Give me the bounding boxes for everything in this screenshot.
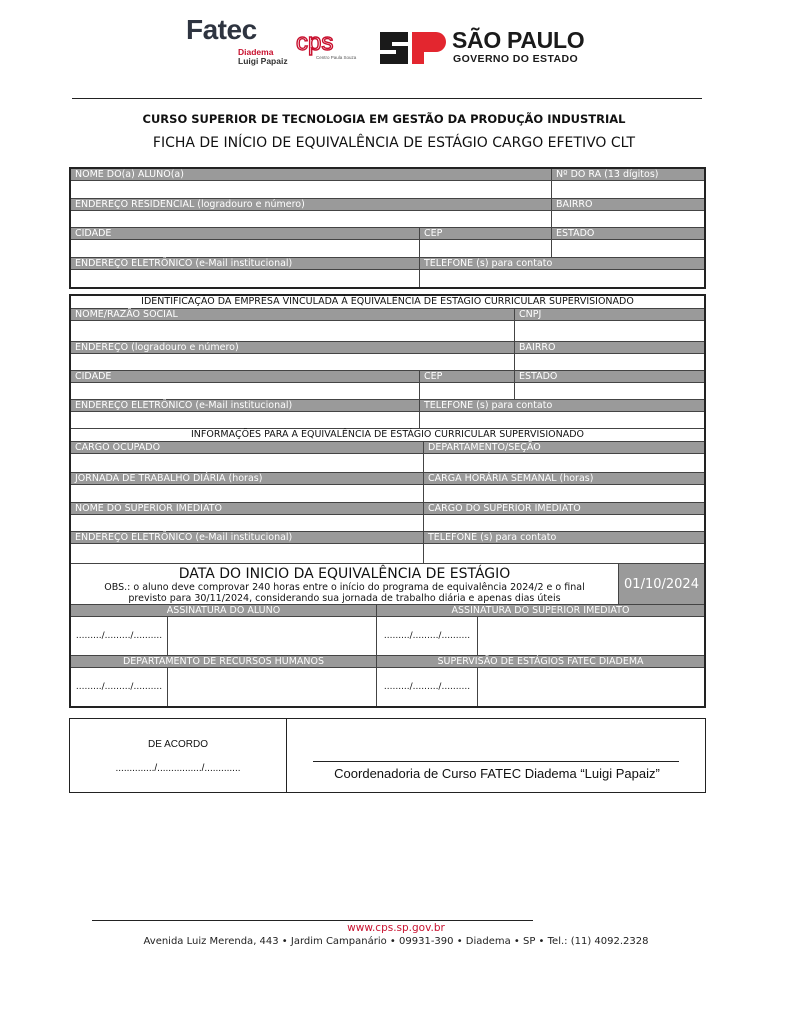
footer-address: Avenida Luiz Merenda, 443 • Jardim Campanário • 09931-390 • Diadema • SP • Tel.: (11) 4092.2328 — [143, 936, 649, 947]
hr-signature-date[interactable]: ........./........./.......... — [71, 668, 168, 706]
student-state-field[interactable] — [552, 240, 704, 258]
company-cep-label: CEP — [420, 371, 514, 383]
company-phone-label: TELEFONE (s) para contato — [420, 400, 704, 412]
student-signature-date[interactable]: ........./........./.......... — [71, 617, 168, 655]
daily-hours-field[interactable] — [71, 485, 423, 503]
fatec-signature-date[interactable]: ........./........./.......... — [377, 668, 478, 706]
student-city-label: CIDADE — [71, 228, 419, 240]
student-cep-label: CEP — [420, 228, 551, 240]
supervisor-position-label: CARGO DO SUPERIOR IMEDIATO — [424, 503, 704, 515]
company-district-field[interactable] — [515, 354, 704, 371]
approval-right — [287, 719, 705, 792]
company-email-field[interactable] — [71, 412, 419, 429]
student-district-label: BAIRRO — [552, 199, 704, 211]
start-date-obs-line2: previsto para 30/11/2024, considerando sua jornada de trabalho diária e apenas dias úteis — [128, 593, 561, 604]
company-state-label: ESTADO — [515, 371, 704, 383]
company-state-field[interactable] — [515, 383, 704, 400]
approval-section — [69, 718, 706, 793]
student-state-label: ESTADO — [552, 228, 704, 240]
company-phone-field[interactable] — [420, 412, 704, 429]
hr-signature-label: DEPARTAMENTO DE RECURSOS HUMANOS — [71, 656, 376, 668]
form-title: FICHA DE INÍCIO DE EQUIVALÊNCIA DE ESTÁGIO CARGO EFETIVO CLT — [152, 135, 636, 151]
company-address-label: ENDEREÇO (logradouro e número) — [71, 342, 514, 354]
student-phone-label: TELEFONE (s) para contato — [420, 258, 704, 270]
sao-paulo-logo-icon — [378, 30, 446, 66]
supervisor-email-label: ENDEREÇO ELETRÔNICO (e-Mail institucional) — [71, 532, 423, 544]
start-date-value[interactable]: 01/10/2024 — [619, 564, 704, 605]
header-divider — [72, 98, 702, 99]
position-field[interactable] — [71, 454, 423, 473]
course-title: CURSO SUPERIOR DE TECNOLOGIA EM GESTÃO DA PRODUÇÃO INDUSTRIAL — [142, 112, 626, 126]
fatec-signature-label: SUPERVISÃO DE ESTÁGIOS FATEC DIADEMA — [377, 656, 704, 668]
start-date-title: DATA DO INICIO DA EQUIVALÊNCIA DE ESTÁGIO — [178, 566, 511, 582]
student-city-field[interactable] — [71, 240, 419, 258]
company-section — [69, 294, 706, 708]
supervisor-email-field[interactable] — [71, 544, 423, 564]
approval-left — [70, 719, 287, 792]
student-cep-field[interactable] — [420, 240, 551, 258]
approval-date[interactable]: ............../................/............. — [115, 763, 241, 774]
footer-url[interactable]: www.cps.sp.gov.br — [347, 922, 445, 934]
position-label: CARGO OCUPADO — [71, 442, 423, 454]
weekly-hours-field[interactable] — [424, 485, 704, 503]
cps-logo — [294, 28, 357, 68]
supervisor-phone-label: TELEFONE (s) para contato — [424, 532, 704, 544]
student-district-field[interactable] — [552, 211, 704, 228]
coordination-label: Coordenadoria de Curso FATEC Diadema “Luigi Papaiz” — [334, 766, 660, 781]
cps-logo-text: cps — [296, 29, 334, 56]
company-name-field[interactable] — [71, 321, 514, 341]
start-date-obs-line1: OBS.: o aluno deve comprovar 240 horas entre o início do programa de equivalência 2024/2 e o final — [104, 582, 585, 593]
gov-logo-line2: GOVERNO DO ESTADO — [453, 53, 579, 65]
student-phone-field[interactable] — [420, 270, 704, 287]
hr-signature-field[interactable] — [168, 668, 376, 706]
coordination-signature-line[interactable] — [313, 761, 679, 762]
gov-logo-line1: SÃO PAULO — [452, 27, 585, 53]
supervisor-name-label: NOME DO SUPERIOR IMEDIATO — [71, 503, 423, 515]
student-address-label: ENDEREÇO RESIDENCIAL (logradouro e número) — [71, 199, 551, 211]
fatec-logo-unit: Diadema — [238, 47, 274, 57]
supervisor-name-field[interactable] — [71, 515, 423, 532]
fatec-logo-name: Luigi Papaiz — [238, 56, 288, 66]
company-address-field[interactable] — [71, 354, 514, 371]
department-label: DEPARTAMENTO/SEÇÃO — [424, 442, 704, 454]
supervisor-phone-field[interactable] — [424, 544, 704, 564]
daily-hours-label: JORNADA DE TRABALHO DIÁRIA (horas) — [71, 473, 423, 485]
company-city-field[interactable] — [71, 383, 419, 400]
company-cnpj-field[interactable] — [515, 321, 704, 341]
student-ra-label: Nº DO RA (13 dígitos) — [552, 169, 704, 181]
footer-divider — [92, 920, 533, 921]
supervisor-position-field[interactable] — [424, 515, 704, 532]
fatec-signature-field[interactable] — [478, 668, 704, 706]
cps-logo-sub: Centro Paula Souza — [316, 55, 357, 60]
weekly-hours-label: CARGA HORÁRIA SEMANAL (horas) — [424, 473, 704, 485]
supervisor-signature-date[interactable]: ........./........./.......... — [377, 617, 478, 655]
student-email-label: ENDEREÇO ELETRÔNICO (e-Mail institucional) — [71, 258, 419, 270]
student-address-field[interactable] — [71, 211, 551, 228]
department-field[interactable] — [424, 454, 704, 473]
student-signature-field[interactable] — [168, 617, 376, 655]
student-signature-label: ASSINATURA DO ALUNO — [71, 605, 376, 617]
company-name-label: NOME/RAZÃO SOCIAL — [71, 309, 514, 321]
company-cnpj-label: CNPJ — [515, 309, 704, 321]
info-section-title: INFORMAÇÕES PARA A EQUIVALÊNCIA DE ESTÁGIO CURRICULAR SUPERVISIONADO — [71, 429, 704, 442]
supervisor-signature-field[interactable] — [478, 617, 704, 655]
company-district-label: BAIRRO — [515, 342, 704, 354]
fatec-logo-word: Fatec — [186, 14, 257, 45]
company-city-label: CIDADE — [71, 371, 419, 383]
company-email-label: ENDEREÇO ELETRÔNICO (e-Mail institucional) — [71, 400, 419, 412]
company-section-title: IDENTIFICAÇÃO DA EMPRESA VINCULADA À EQUIVALÊNCIA DE ESTÁGIO CURRICULAR SUPERVISIONADO — [71, 296, 704, 309]
company-cep-field[interactable] — [420, 383, 514, 400]
approval-label: DE ACORDO — [147, 739, 208, 750]
student-email-field[interactable] — [71, 270, 419, 287]
student-name-field[interactable] — [71, 181, 551, 199]
student-section — [69, 167, 706, 289]
student-name-label: NOME DO(a) ALUNO(a) — [71, 169, 551, 181]
student-ra-field[interactable] — [552, 181, 704, 199]
supervisor-signature-label: ASSINATURA DO SUPERIOR IMEDIATO — [377, 605, 704, 617]
